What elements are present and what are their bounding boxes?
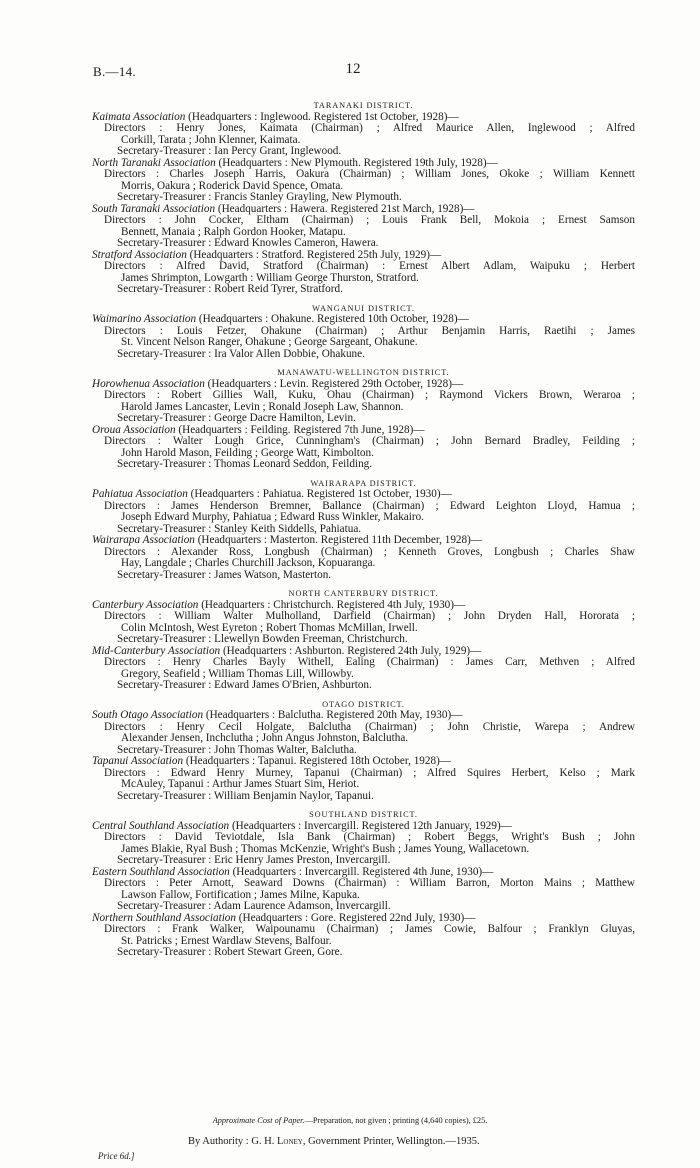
- directors-line-continued: Harold James Lancaster, Levin ; Ronald Joseph Law, Shannon.: [121, 401, 404, 413]
- directors-list: [92, 390, 635, 413]
- association-name: Tapanui Association: [92, 756, 184, 767]
- association-name: Oroua Association: [92, 424, 176, 436]
- association-heading: [92, 646, 635, 658]
- directors-line-continued: James Shrimpton, Lowgarth : William George Thurston, Stratford.: [121, 272, 419, 284]
- directors-list: [92, 611, 635, 634]
- association-details: (Headquarters : Ohakune. Registered 10th October, 1928)—: [196, 314, 469, 325]
- directors-line-continued: James Blakie, Ryal Bush ; Thomas McKenzie, Wright's Bush ; James Young, Wallacetown.: [121, 843, 530, 855]
- directors-list: [92, 832, 635, 855]
- directors-line: Directors : John Cocker, Eltham (Chairman) ; Louis Frank Bell, Mokoia ; Ernest Samson: [104, 215, 635, 226]
- directors-line: Directors : David Teviotdale, Isla Bank (Chairman) ; Robert Beggs, Wright's Bush ; John: [104, 832, 635, 843]
- directors-line: Directors : Henry Jones, Kaimata (Chairman) ; Alfred Maurice Allen, Inglewood ; Alfred: [104, 123, 635, 134]
- association-name: South Taranaki Association: [92, 203, 216, 215]
- secretary-treasurer: Secretary-Treasurer : Edward James O'Brien, Ashburton.: [117, 680, 372, 691]
- association-entry: [92, 867, 635, 913]
- association-entry: [92, 112, 635, 158]
- association-entry: [92, 250, 635, 296]
- association-name: Northern Southland Association: [92, 912, 236, 924]
- association-details: (Headquarters : Christchurch. Registered 4th July, 1930)—: [198, 599, 466, 611]
- directors-list: [92, 169, 635, 192]
- association-entry: [92, 913, 635, 959]
- directors-line: Directors : Charles Joseph Harris, Oakura (Chairman) ; William Jones, Okoke ; William Kennett: [104, 169, 635, 180]
- association-details: (Headquarters : Inglewood. Registered 1st October, 1928)—: [185, 111, 459, 123]
- association-heading: [92, 379, 635, 391]
- association-heading: [92, 204, 635, 216]
- association-entry: [92, 710, 635, 756]
- directors-list: [92, 547, 635, 570]
- directors-line-continued: Colin McIntosh, West Eyreton ; Robert Thomas McMillan, Irwell.: [121, 622, 418, 634]
- secretary-treasurer: Secretary-Treasurer : Robert Reid Tyrer, Stratford.: [117, 284, 343, 295]
- association-entry: [92, 314, 635, 360]
- directors-line: Directors : Alexander Ross, Longbush (Chairman) ; Kenneth Groves, Longbush ; Charles Shaw: [104, 546, 635, 558]
- association-heading: [92, 913, 635, 925]
- association-heading: [92, 112, 635, 124]
- cost-label: Approximate Cost of Paper.: [212, 1116, 305, 1125]
- directors-line-continued: Morris, Oakura ; Roderick David Spence, Omata.: [121, 180, 344, 192]
- association-heading: [92, 489, 635, 501]
- district-heading: OTAGO DISTRICT.: [322, 699, 405, 709]
- association-entry: [92, 821, 635, 867]
- directors-line-continued: Joseph Edward Murphy, Pahiatua ; Edward Russ Winkler, Makairo.: [121, 512, 424, 523]
- secretary-treasurer: Secretary-Treasurer : George Dacre Hamilton, Levin.: [117, 413, 356, 424]
- directors-list: [92, 326, 635, 349]
- district-heading: NORTH CANTERBURY DISTRICT.: [288, 589, 439, 598]
- association-details: (Headquarters : Tapanui. Registered 18th October, 1928)—: [183, 756, 451, 767]
- secretary-treasurer: Secretary-Treasurer : Stanley Keith Siddells, Pahiatua.: [117, 523, 362, 535]
- secretary-treasurer: Secretary-Treasurer : Adam Laurence Adamson, Invercargill.: [117, 901, 391, 912]
- association-details: (Headquarters : Feilding. Registered 7th June, 1928)—: [175, 424, 425, 436]
- association-heading: [92, 710, 635, 722]
- cost-of-paper-note: [0, 1115, 700, 1127]
- directors-line-continued: Corkill, Tarata ; John Klenner, Kaimata.: [121, 134, 301, 146]
- secretary-treasurer: Secretary-Treasurer : Llewellyn Bowden Freeman, Christchurch.: [117, 634, 408, 645]
- directors-line-continued: St. Patricks ; Ernest Wardlaw Stevens, Balfour.: [121, 935, 332, 947]
- directors-list: [92, 722, 635, 745]
- district-heading: SOUTHLAND DISTRICT.: [309, 810, 418, 819]
- authority-prefix: By Authority :: [188, 1136, 249, 1147]
- association-details: (Headquarters : New Plymouth. Registered 19th July, 1928)—: [215, 157, 498, 169]
- association-heading: [92, 314, 635, 326]
- association-name: Central Southland Association: [92, 820, 230, 832]
- association-entry: [92, 646, 635, 692]
- directors-line-continued: John Harold Mason, Feilding ; George Watt, Kimbolton.: [121, 447, 374, 459]
- district-heading: TARANAKI DISTRICT.: [313, 101, 414, 110]
- association-details: (Headquarters : Stratford. Registered 25th July, 1929)—: [186, 249, 442, 261]
- page-reference: B.—14.: [93, 64, 136, 79]
- association-name: Eastern Southland Association: [92, 866, 230, 878]
- directors-line: Directors : William Walter Mulholland, Darfield (Chairman) ; John Dryden Hall, Hororata ;: [104, 611, 635, 622]
- association-entry: [92, 756, 635, 802]
- association-details: (Headquarters : Levin. Registered 29th October, 1928)—: [204, 378, 464, 390]
- association-entry: [92, 204, 635, 250]
- secretary-treasurer: Secretary-Treasurer : William Benjamin Naylor, Tapanui.: [117, 790, 374, 802]
- association-heading: [92, 756, 635, 768]
- page-number: 12: [345, 61, 361, 77]
- directors-line: Directors : Henry Charles Bayly Withell, Ealing (Chairman) : James Carr, Methven ; Alfred: [104, 657, 635, 668]
- secretary-treasurer: Secretary-Treasurer : Ian Percy Grant, Inglewood.: [117, 146, 342, 157]
- cost-text: —Preparation, not given ; printing (4,640 copies), £25.: [304, 1116, 488, 1125]
- association-details: (Headquarters : Ashburton. Registered 24th July, 1929)—: [220, 645, 482, 657]
- directors-line-continued: Bennett, Manaia ; Ralph Gordon Hooker, Matapu.: [121, 226, 346, 238]
- association-name: Mid-Canterbury Association: [92, 645, 221, 657]
- association-entry: [92, 489, 635, 535]
- directors-line: Directors : Frank Walker, Waipounamu (Chairman) ; James Cowie, Balfour ; Franklyn Gluyas,: [104, 924, 635, 935]
- association-heading: [92, 600, 635, 612]
- printer-authority-line: [188, 1136, 480, 1148]
- printer-initials: G. H.: [251, 1136, 275, 1147]
- association-heading: [92, 867, 635, 879]
- secretary-treasurer: Secretary-Treasurer : Thomas Leonard Seddon, Feilding.: [117, 459, 373, 470]
- directors-line-continued: Lawson Fallow, Fortification ; James Milne, Kapuka.: [121, 889, 360, 901]
- association-name: Pahiatua Association: [92, 489, 188, 500]
- directors-line: Directors : Alfred David, Stratford (Chairman) : Ernest Albert Adlam, Waipuku ; Herbert: [104, 261, 635, 272]
- directors-list: [92, 436, 635, 459]
- printer-surname: Loney: [276, 1136, 303, 1147]
- document-body: [92, 100, 635, 959]
- association-entry: [92, 600, 635, 646]
- district-heading: WAIRARAPA DISTRICT.: [310, 478, 417, 488]
- directors-list: [92, 261, 635, 284]
- secretary-treasurer: Secretary-Treasurer : Robert Stewart Green, Gore.: [117, 947, 343, 958]
- district-heading: MANAWATU-WELLINGTON DISTRICT.: [277, 368, 450, 377]
- secretary-treasurer: Secretary-Treasurer : Edward Knowles Cameron, Hawera.: [117, 238, 379, 249]
- association-details: (Headquarters : Invercargill. Registered 4th June, 1930)—: [229, 866, 494, 878]
- association-details: (Headquarters : Balclutha. Registered 20th May, 1930)—: [203, 710, 463, 721]
- directors-line-continued: Gregory, Seafield ; William Thomas Lill, Willowby.: [121, 668, 354, 680]
- association-entry: [92, 425, 635, 471]
- directors-line: Directors : Robert Gillies Wall, Kuku, Ohau (Chairman) ; Raymond Vickers Brown, Weraroa ;: [104, 390, 635, 401]
- secretary-treasurer: Secretary-Treasurer : John Thomas Walter, Balclutha.: [117, 744, 357, 756]
- association-heading: [92, 425, 635, 437]
- directors-list: [92, 924, 635, 947]
- directors-line: Directors : Henry Cecil Holgate, Balclutha (Chairman) ; John Christie, Warepa ; Andrew: [104, 721, 635, 733]
- association-heading: [92, 821, 635, 833]
- association-entry: [92, 158, 635, 204]
- directors-list: [92, 878, 635, 901]
- directors-line: Directors : Louis Fetzer, Ohakune (Chairman) ; Arthur Benjamin Harris, Raetihi ; James: [104, 325, 635, 337]
- directors-list: [92, 501, 635, 524]
- district-heading: WANGANUI DISTRICT.: [312, 303, 415, 313]
- directors-list: [92, 123, 635, 146]
- association-name: Horowhenua Association: [92, 378, 205, 390]
- association-entry: [92, 379, 635, 425]
- association-name: North Taranaki Association: [92, 157, 216, 169]
- association-heading: [92, 535, 635, 547]
- authority-suffix: , Government Printer, Wellington.—1935.: [302, 1136, 480, 1147]
- association-heading: [92, 158, 635, 170]
- directors-line-continued: Hay, Langdale ; Charles Churchill Jackson, Kopuaranga.: [121, 558, 376, 569]
- directors-line-continued: St. Vincent Nelson Ranger, Ohakune ; George Sargeant, Ohakune.: [121, 337, 418, 348]
- directors-line: Directors : Walter Lough Grice, Cunningham's (Chairman) ; John Bernard Bradley, Feilding ;: [104, 436, 635, 447]
- directors-list: [92, 657, 635, 680]
- secretary-treasurer: Secretary-Treasurer : Francis Stanley Grayling, New Plymouth.: [117, 192, 402, 203]
- association-entry: [92, 535, 635, 581]
- directors-line-continued: Alexander Jensen, Inchclutha ; John Angus Johnston, Balclutha.: [121, 733, 409, 744]
- association-name: Wairarapa Association: [92, 535, 195, 546]
- directors-list: [92, 215, 635, 238]
- association-name: Canterbury Association: [92, 599, 199, 611]
- association-heading: [92, 250, 635, 262]
- association-details: (Headquarters : Masterton. Registered 11th December, 1928)—: [194, 535, 483, 546]
- association-details: (Headquarters : Gore. Registered 22nd July, 1930)—: [236, 912, 476, 924]
- association-name: Kaimata Association: [92, 111, 186, 123]
- secretary-treasurer: Secretary-Treasurer : Ira Valor Allen Dobbie, Ohakune.: [117, 348, 365, 360]
- association-name: Stratford Association: [92, 249, 187, 261]
- price-note: Price 6d.]: [98, 1151, 135, 1161]
- association-details: (Headquarters : Pahiatua. Registered 1st October, 1930)—: [187, 489, 452, 500]
- secretary-treasurer: Secretary-Treasurer : Eric Henry James Preston, Invercargill.: [117, 855, 391, 866]
- association-name: Waimarino Association: [92, 314, 197, 325]
- secretary-treasurer: Secretary-Treasurer : James Watson, Masterton.: [117, 569, 332, 581]
- directors-line: Directors : Peter Arnott, Seaward Downs (Chairman) : William Barron, Morton Mains ; Matthew: [104, 878, 635, 889]
- directors-line-continued: McAuley, Tapanui : Arthur James Stuart Sim, Heriot.: [121, 779, 360, 790]
- association-details: (Headquarters : Hawera. Registered 21st March, 1928)—: [215, 203, 475, 215]
- directors-line: Directors : James Henderson Bremner, Ballance (Chairman) ; Edward Leighton Lloyd, Hamua ;: [104, 500, 635, 512]
- directors-list: [92, 768, 635, 791]
- association-details: (Headquarters : Invercargill. Registered 12th January, 1929)—: [229, 820, 512, 832]
- association-name: South Otago Association: [92, 710, 204, 721]
- directors-line: Directors : Edward Henry Murney, Tapanui (Chairman) ; Alfred Squires Herbert, Kelso ; Mark: [104, 767, 635, 779]
